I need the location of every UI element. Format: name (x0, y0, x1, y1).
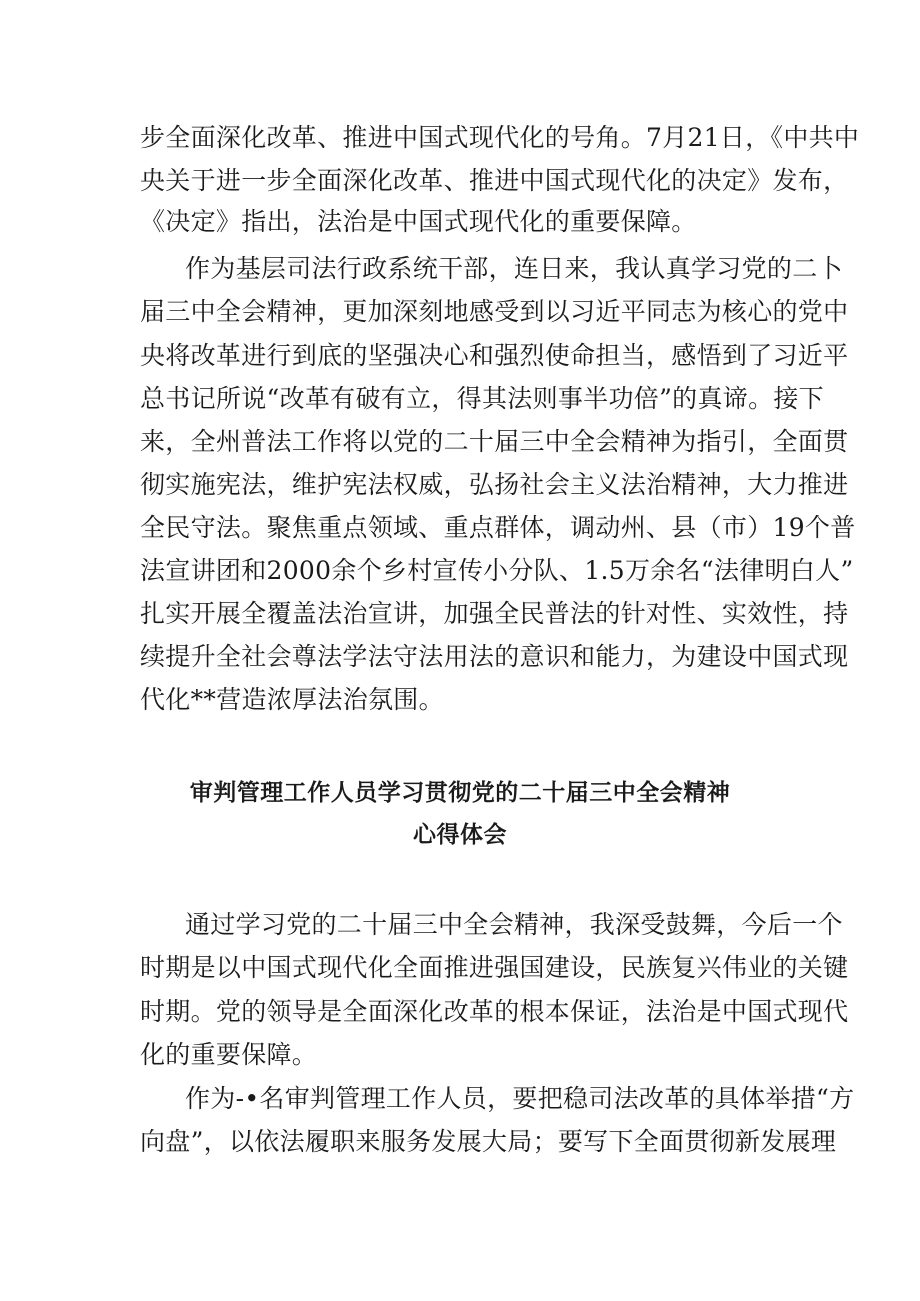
paragraph-line: 央关于进一步全面深化改革、推进中国式现代化的决定》发布， (140, 166, 849, 195)
paragraph-line: 彻实施宪法，维护宪法权威，弘扬社会主义法治精神，大力推进 (140, 470, 849, 499)
paragraph-line: 作为-•名审判管理工作人员，要把稳司法改革的具体举措“方 (185, 1084, 855, 1113)
paragraph-line: 作为基层司法行政系统干部，连日来，我认真学习党的二卜 (185, 254, 843, 283)
paragraph-line: 化的重要保障。 (140, 1040, 318, 1069)
paragraph-line: 总书记所说“改革有破有立，得其法则事半功倍”的真谛。接下 (140, 384, 824, 413)
paragraph-line: 法宣讲团和2000余个乡村宣传小分队、1.5万余名“法律明白人” (140, 556, 854, 585)
paragraph-line: 扎实开展全覆盖法治宣讲，加强全民普法的针对性、实效性，持 (140, 599, 849, 628)
paragraph-line: 代化**营造浓厚法治氛围。 (140, 685, 444, 714)
paragraph-line: 时期是以中国式现代化全面推进强国建设，民族复兴伟业的关键 (140, 953, 849, 982)
paragraph-line: 央将改革进行到底的坚强决心和强烈使命担当，感悟到了习近平 (140, 341, 849, 370)
article-subtitle: 心得体会 (413, 822, 507, 848)
paragraph-line: 全民守法。聚焦重点领域、重点群体，调动州、县（市）19个普 (140, 513, 856, 542)
paragraph-line: 时期。党的领导是全面深化改革的根本保证，法治是中国式现代 (140, 997, 849, 1026)
paragraph-line: 来，全州普法工作将以党的二十届三中全会精神为指引，全面贯 (140, 427, 849, 456)
article-title: 审判管理工作人员学习贯彻党的二十届三中全会精神 (189, 780, 731, 806)
paragraph-line: 届三中全会精神，更加深刻地感受到以习近平同志为核心的党中 (140, 297, 849, 326)
paragraph-line: 向盘”，以依法履职来服务发展大局；要写下全面贯彻新发展理 (140, 1127, 837, 1156)
paragraph-line: 步全面深化改革、推进中国式现代化的号角。7月21日，《中共中 (140, 123, 860, 152)
paragraph-line: 通过学习党的二十届三中全会精神，我深受鼓舞，今后一个 (185, 910, 843, 939)
paragraph-line: 《决定》指出，法治是中国式现代化的重要保障。 (140, 207, 697, 236)
paragraph-line: 续提升全社会尊法学法守法用法的意识和能力，为建设中国式现 (140, 642, 849, 671)
